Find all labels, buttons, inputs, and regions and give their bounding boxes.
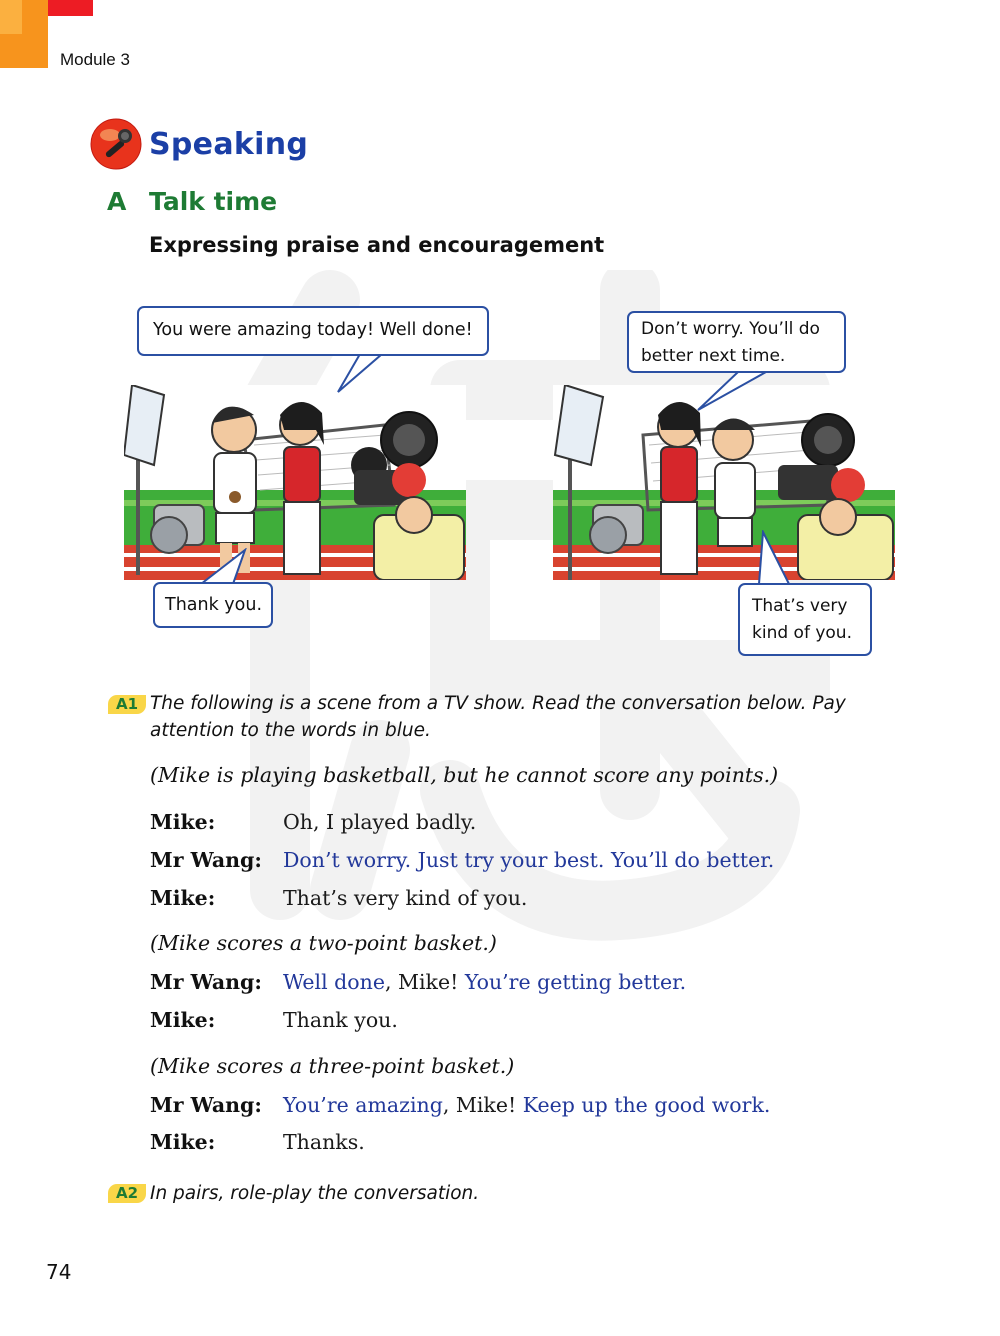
page-number: 74	[46, 1260, 72, 1284]
module-label: Module 3	[60, 50, 130, 69]
speaker-name: Mr Wang:	[150, 848, 262, 872]
speech-tail-left-bottom	[195, 548, 255, 586]
illustration-praise-scene	[124, 385, 466, 580]
illustration-encouragement-scene	[553, 385, 895, 580]
dialogue-line: Thank you.	[283, 1008, 398, 1032]
stage-direction-1: (Mike is playing basketball, but he cannot score any points.)	[150, 763, 779, 787]
speech-bubble-thanks	[153, 582, 273, 628]
speaker-name: Mike:	[150, 810, 216, 834]
corner-block-red	[48, 0, 93, 16]
activity-instruction-a1: The following is a scene from a TV show. Read the conversation below. Pay attention to the words in blue.	[150, 693, 846, 741]
speech-tail-right-bottom	[755, 530, 795, 586]
speech-tail-right-top	[692, 370, 772, 412]
speech-bubble-text-line2: kind of you.	[752, 623, 852, 643]
dialogue-line-highlighted: Don’t worry. Just try your best. You’ll do better.	[283, 848, 775, 872]
section-letter: A	[107, 187, 127, 216]
activity-badge-a2: A2	[108, 1184, 146, 1203]
speech-bubble-encouragement	[627, 311, 846, 373]
dialogue-line: That’s very kind of you.	[283, 886, 528, 910]
activity-badge-a1: A1	[108, 695, 146, 714]
speaker-name: Mike:	[150, 886, 216, 910]
speech-bubble-text-line2: better next time.	[641, 346, 786, 366]
speaker-name: Mr Wang:	[150, 970, 262, 994]
plain-phrase: , Mike!	[384, 970, 465, 994]
microphone-icon	[90, 118, 142, 170]
section-subtitle: Expressing praise and encouragement	[149, 233, 605, 257]
stage-direction-3: (Mike scores a three-point basket.)	[150, 1054, 515, 1078]
speech-tail-left-top	[330, 352, 390, 396]
speech-bubble-text-line1: Don’t worry. You’ll do	[641, 319, 820, 339]
corner-block-light-orange	[0, 0, 22, 34]
dialogue-line: Oh, I played badly.	[283, 810, 477, 834]
dialogue-line: Thanks.	[283, 1130, 365, 1154]
highlight-phrase: You’re getting better.	[464, 970, 687, 994]
speaker-name: Mr Wang:	[150, 1093, 262, 1117]
stage-direction-2: (Mike scores a two-point basket.)	[150, 931, 497, 955]
speech-bubble-praise	[137, 306, 489, 356]
speaker-name: Mike:	[150, 1008, 216, 1032]
plain-phrase: , Mike!	[442, 1093, 523, 1117]
highlight-phrase: Well done	[283, 970, 385, 994]
speech-bubble-text: You were amazing today! Well done!	[153, 320, 473, 340]
speech-bubble-text: Thank you.	[165, 595, 263, 615]
highlight-phrase: You’re amazing	[283, 1093, 443, 1117]
page-title: Speaking	[149, 127, 309, 162]
dialogue-line	[283, 970, 686, 994]
section-title: Talk time	[149, 187, 278, 216]
activity-instruction-a2: In pairs, role-play the conversation.	[150, 1183, 480, 1204]
speech-bubble-kind	[738, 583, 872, 656]
speech-bubble-text-line1: That’s very	[752, 596, 848, 616]
dialogue-line	[283, 1093, 770, 1117]
highlight-phrase: Keep up the good work.	[522, 1093, 771, 1117]
speaker-name: Mike:	[150, 1130, 216, 1154]
